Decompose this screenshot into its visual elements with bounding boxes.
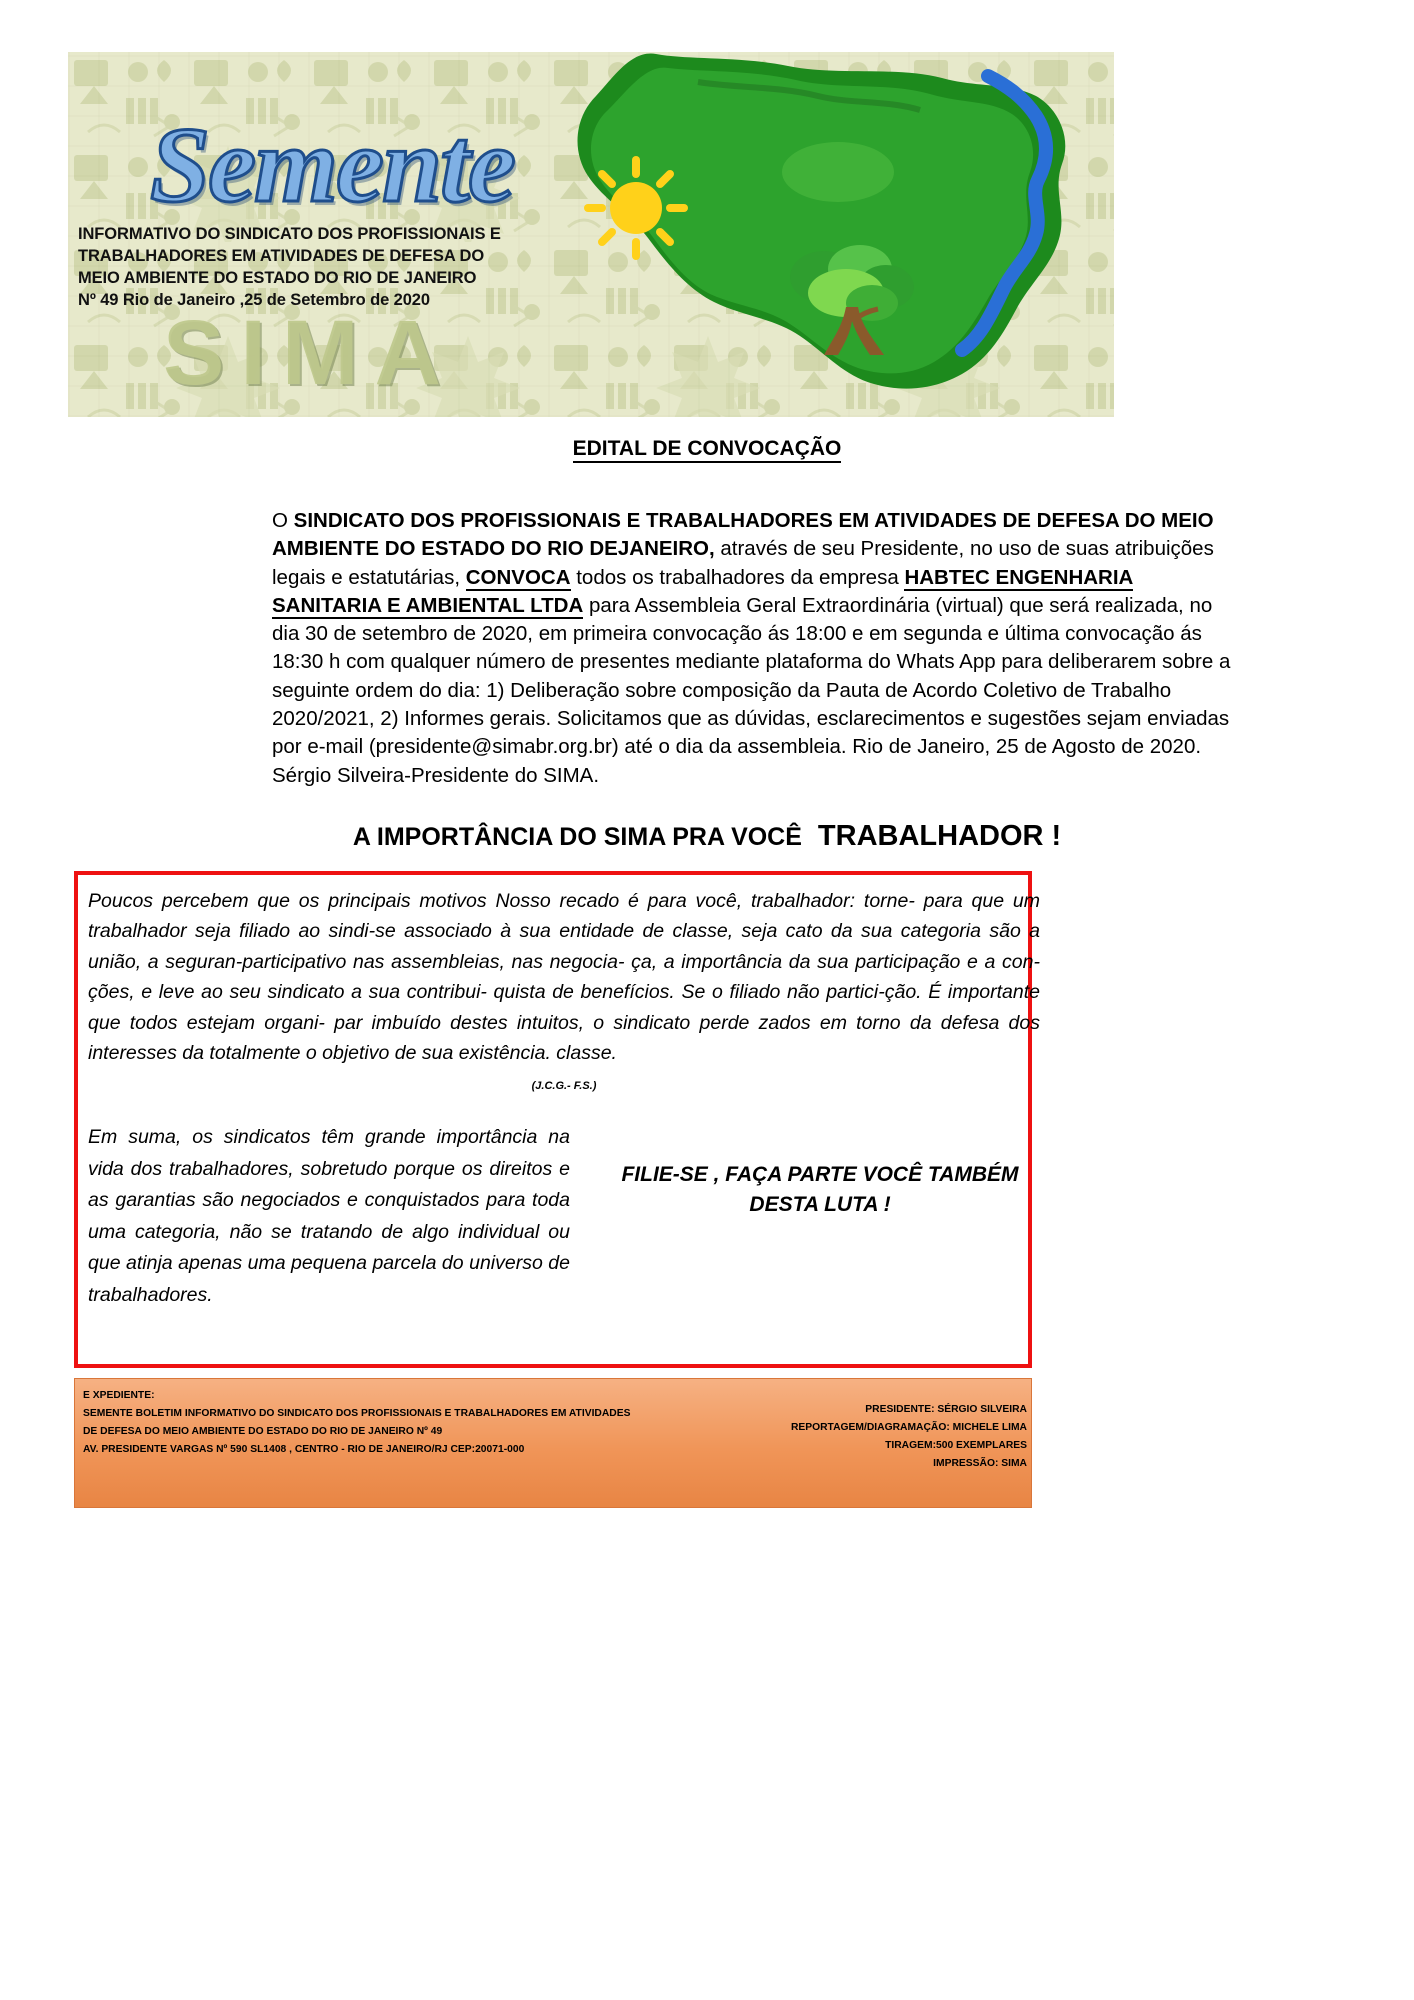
semente-logo: Semente [150, 106, 514, 225]
section-heading [0, 820, 1414, 853]
section-heading-part-2: TRABALHADOR ! [817, 820, 1062, 852]
paragraph-lead: O [272, 509, 294, 532]
footer-right-line-3: TIRAGEM:500 EXEMPLARES [885, 1440, 1027, 1452]
box-justified-text: Poucos percebem que os principais motivos Nosso recado é para você, trabalhador: torne- para que um trabalhador seja filiado ao sindi-se associado à sua entidade de classe, seja cato da sua categoria são a união, a seguran-participativo nas assembleias, nas negocia- ça, a importância da sua participação e a con-ções, e leve ao seu sindicato a sua contribui- quista de benefícios. Se o filiado não partici-ção. É importante que todos estejam organi- par imbuído destes intuitos, o sindicato perde zados em torno da defesa dos interesses da totalmente o objetivo de sua existência. classe. [88, 890, 1040, 1065]
masthead-text [78, 224, 638, 312]
footer-left-line-4: AV. PRESIDENTE VARGAS Nº 590 SL1408 , CENTRO - RIO DE JANEIRO/RJ CEP:20071-000 [83, 1444, 525, 1456]
call-to-action-line-1: FILIE-SE , FAÇA PARTE VOCÊ TAMBÉM [621, 1163, 1019, 1186]
paragraph-union-name: SINDICATO DOS PROFISSIONAIS E TRABALHADORES EM ATIVIDADES DE DEFESA DO MEIO AMBIENTE DO ESTADO DO RIO DEJANEIRO, [272, 509, 1214, 561]
section-heading-part-1: A IMPORTÂNCIA DO SIMA PRA VOCÊ [352, 823, 802, 851]
footer-right-column [597, 1401, 1027, 1473]
paragraph-company-name: HABTEC ENGENHARIA SANITARIA E AMBIENTAL LTDA [272, 565, 1134, 617]
footer-right-line-4: IMPRESSÃO: SIMA [933, 1458, 1027, 1470]
masthead-line-1: INFORMATIVO DO SINDICATO DOS PROFISSIONAIS E [78, 225, 501, 243]
footer-right-line-2: REPORTAGEM/DIAGRAMAÇÃO: MICHELE LIMA [790, 1422, 1027, 1434]
footer-expediente [74, 1378, 1032, 1508]
footer-right-line-1: PRESIDENTE: SÉRGIO SILVEIRA [865, 1404, 1027, 1415]
page-title-text: EDITAL DE CONVOCAÇÃO [573, 437, 842, 463]
box-credit: (J.C.G.- F.S.) [531, 1080, 597, 1092]
call-to-action [600, 1160, 1040, 1220]
tree-icon [768, 237, 928, 367]
header-banner [68, 52, 1114, 417]
sima-watermark: SIMA [163, 302, 457, 404]
box-left-column-text: Em suma, os sindicatos têm grande importância na vida dos trabalhadores, sobretudo porque os direitos e as garantias são negociados e conquistados para toda uma categoria, não se tratando de algo individual ou que atinja apenas uma pequena parcela do universo de trabalhadores. [88, 1126, 570, 1306]
masthead-issue-line: Nº 49 Rio de Janeiro ,25 de Setembro de 2020 [78, 290, 430, 309]
paragraph-mid-1: através de seu Presidente, no uso de suas atribuições legais e estatutárias, [272, 537, 1214, 589]
masthead-line-2: TRABALHADORES EM ATIVIDADES DE DEFESA DO [78, 246, 485, 265]
page-title [0, 437, 1414, 461]
footer-left-line-2: SEMENTE BOLETIM INFORMATIVO DO SINDICATO DOS PROFISSIONAIS E TRABALHADORES EM ATIVIDADES [83, 1408, 631, 1420]
footer-left-line-3: DE DEFESA DO MEIO AMBIENTE DO ESTADO DO RIO DE JANEIRO Nº 49 [83, 1426, 443, 1438]
edital-paragraph [272, 507, 1232, 790]
call-to-action-line-2: DESTA LUTA ! [749, 1192, 891, 1216]
paragraph-convoca: CONVOCA [465, 565, 571, 589]
paragraph-tail: para Assembleia Geral Extraordinária (virtual) que será realizada, no dia 30 de setembro de 2020, em primeira convocação ás 18:00 e em segunda e última convocação ás 18:30 h com qualquer número de presentes mediante plataforma do Whats App para deliberarem sobre a seguinte ordem do dia: 1) Deliberação sobre composição da Pauta de Acordo Coletivo de Trabalho 2020/2021, 2) Informes gerais. Solicitamos que as dúvidas, esclarecimentos e sugestões sejam enviadas por e-mail (presidente@simabr.org.br) até o dia da assembleia. Rio de Janeiro, 25 de Agosto de 2020. Sérgio Silveira-Presidente do SIMA. [272, 593, 1231, 787]
masthead-line-3: MEIO AMBIENTE DO ESTADO DO RIO DE JANEIRO [78, 268, 477, 287]
footer-left-line-1: E XPEDIENTE: [83, 1390, 155, 1401]
paragraph-mid-2: todos os trabalhadores da empresa [570, 565, 905, 589]
